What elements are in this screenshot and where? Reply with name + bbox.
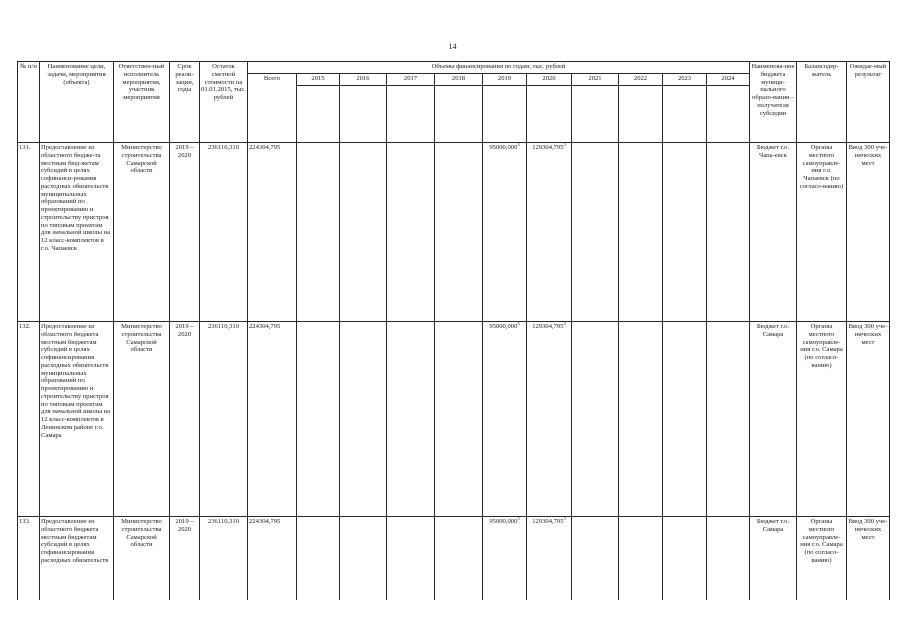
row-responsible: Министерство строительства Самарской области <box>114 143 170 322</box>
header-year: 2021 <box>572 74 619 86</box>
table-row <box>18 517 890 610</box>
row-2019: 95000,000$^3$ <box>483 322 527 517</box>
row-name: Предоставление из областного бюджета местным бюджетам субсидий в целях софинансирования расходных обязательств <box>40 517 114 610</box>
row-num: 131. <box>18 143 40 322</box>
row-total: 224304,795 <box>248 143 297 322</box>
financing-table <box>17 61 890 609</box>
header-year: 2018 <box>435 74 483 86</box>
header-year: 2017 <box>387 74 435 86</box>
row-responsible: Министерство строительства Самарской области <box>114 517 170 610</box>
row-term: 2019 – 2020 <box>170 322 200 517</box>
row-result: Ввод 300 уче-нических мест <box>847 517 890 610</box>
header-total: Всего <box>248 74 297 143</box>
header-term: Срок реали-зации, годы <box>170 62 200 143</box>
row-2020: 129304,795$^3$ <box>527 322 572 517</box>
row-remaining: 236110,310 <box>200 517 248 610</box>
row-2020: 129304,795$^3$ <box>527 143 572 322</box>
row-total: 224304,795 <box>248 517 297 610</box>
row-2019: 95000,000$^3$ <box>483 143 527 322</box>
header-num: № п/п <box>18 62 40 143</box>
page-number: 14 <box>448 42 457 51</box>
header-name: Наименование цели, задачи, мероприятия (объекта) <box>40 62 114 143</box>
row-remaining: 236110,310 <box>200 322 248 517</box>
header-year: 2015 <box>297 74 340 86</box>
header-balance-holder: Балансодер-жатель <box>797 62 847 143</box>
header-remaining: Остаток сметной стоимости на 01.01.2015, тыс. рублей <box>200 62 248 143</box>
header-responsible: Ответствен-ный исполнитель мероприятия, участник мероприятия <box>114 62 170 143</box>
row-remaining: 236110,310 <box>200 143 248 322</box>
header-financing: Объемы финансирования по годам, тыс. рублей <box>248 62 750 74</box>
row-term: 2019 – 2020 <box>170 517 200 610</box>
row-total: 224304,795 <box>248 322 297 517</box>
header-budget-name: Наименова-ние бюджета муници-пального образо-вания – получателя субсидии <box>750 62 797 143</box>
table-row <box>18 143 890 322</box>
header-result: Ожидае-мый результат <box>847 62 890 143</box>
row-budget: Бюджет г.о. Самара <box>750 517 797 610</box>
row-budget: Бюджет г.о. Чапа-евск <box>750 143 797 322</box>
row-name: Предоставление из областного бюджета местным бюджетам субсидий в целях софинансирования расходных обязательств муниципальных образований по проектированию и строительству пристроя по типовым проектам для начальной школы на 12 класс-комплектов в Ленинском районе г.о. Самара <box>40 322 114 517</box>
row-budget: Бюджет г.о. Самара <box>750 322 797 517</box>
row-balance-holder: Органы местного самоуправле-ния г.о. Самара (по согласо-ванию) <box>797 517 847 610</box>
row-num: 133. <box>18 517 40 610</box>
row-term: 2019 – 2020 <box>170 143 200 322</box>
header-year: 2019 <box>483 74 527 86</box>
header-year: 2020 <box>527 74 572 86</box>
row-balance-holder: Органы местного самоуправле-ния г.о. Чапаевск (по согласо-ванию) <box>797 143 847 322</box>
row-result: Ввод 300 уче-нических мест <box>847 143 890 322</box>
table-row <box>18 322 890 517</box>
header-year: 2022 <box>619 74 663 86</box>
row-balance-holder: Органы местного самоуправле-ния г.о. Самара (по согласо-ванию) <box>797 322 847 517</box>
row-2020: 129304,795$^3$ <box>527 517 572 610</box>
row-result: Ввод 300 уче-нических мест <box>847 322 890 517</box>
row-2019: 95000,000$^3$ <box>483 517 527 610</box>
row-name: Предоставление из областного бюдже-та местным бюд-жетам субсидий в целях софинанси-рования расходных обязательств муниципальных образований по проектированию и строительству пристроя по типовым проектам для начальной школы на 12 класс-комплектов в г.о. Чапаевск <box>40 143 114 322</box>
row-num: 132. <box>18 322 40 517</box>
header-year: 2024 <box>707 74 750 86</box>
header-year: 2023 <box>663 74 707 86</box>
header-year: 2016 <box>340 74 387 86</box>
row-responsible: Министерство строительства Самарской области <box>114 322 170 517</box>
